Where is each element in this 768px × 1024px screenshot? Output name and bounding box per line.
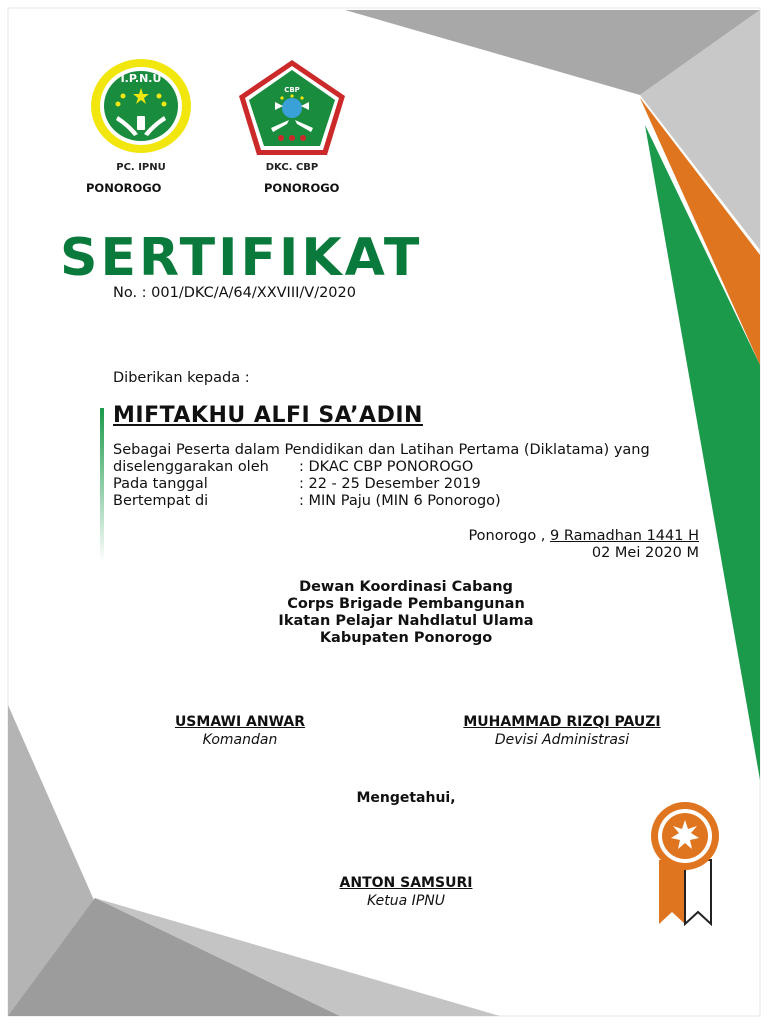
ipnu-ring-text: I.P.N.U: [120, 72, 162, 85]
ipnu-logo: [88, 58, 194, 158]
cbp-caption: DKC. CBP: [265, 162, 319, 173]
cbp-ring-text: CBP: [284, 86, 300, 94]
ipnu-caption: PC. IPNU: [116, 162, 166, 173]
left-signatory-name: USMAWI ANWAR: [174, 714, 306, 730]
cbp-city: PONOROGO: [264, 181, 340, 195]
place-value: : MIN Paju (MIN 6 Ponorogo): [299, 493, 501, 509]
organized-value: : DKAC CBP PONOROGO: [299, 459, 474, 475]
date-label: Pada tanggal: [113, 476, 208, 492]
issue-date-line: [452, 528, 699, 545]
certificate-number: No. : 001/DKC/A/64/XXVIII/V/2020: [113, 285, 356, 301]
issue-city-prefix: Ponorogo ,: [468, 528, 546, 544]
right-signatory-name: MUHAMMAD RIZQI PAUZI: [463, 714, 661, 730]
right-signatory-role: Devisi Administrasi: [494, 732, 630, 748]
organized-label: diselenggarakan oleh: [113, 459, 269, 475]
cbp-logo: [235, 58, 349, 158]
organization-block: [200, 579, 612, 647]
organization-line-1: Dewan Koordinasi Cabang: [299, 579, 513, 595]
issue-gregorian-date: 02 Mei 2020 M: [591, 545, 699, 561]
participant-intro: Sebagai Peserta dalam Pendidikan dan Latihan Pertama (Diklatama) yang: [113, 442, 650, 458]
ipnu-city: PONOROGO: [86, 181, 162, 195]
date-value: : 22 - 25 Desember 2019: [299, 476, 481, 492]
place-label: Bertempat di: [113, 493, 209, 509]
certificate-title: SERTIFIKAT: [60, 228, 423, 288]
bottom-signatory-name: ANTON SAMSURI: [339, 875, 473, 891]
given-to-label: Diberikan kepada :: [113, 370, 250, 386]
organization-line-2: Corps Brigade Pembangunan: [287, 596, 525, 612]
organization-line-4: Kabupaten Ponorogo: [319, 630, 493, 646]
bottom-signatory-role: Ketua IPNU: [367, 893, 445, 909]
left-signatory-role: Komandan: [202, 732, 278, 748]
acknowledge-label: Mengetahui,: [356, 790, 456, 806]
ipnu-logo-block: [88, 58, 194, 173]
cbp-logo-block: [235, 58, 349, 173]
organization-line-3: Ikatan Pelajar Nahdlatul Ulama: [278, 613, 534, 629]
award-badge-icon: [645, 800, 725, 930]
recipient-name: MIFTAKHU ALFI SA’ADIN: [113, 403, 423, 428]
green-accent-bar: [100, 408, 104, 562]
issue-hijri-date: 9 Ramadhan 1441 H: [550, 528, 699, 544]
